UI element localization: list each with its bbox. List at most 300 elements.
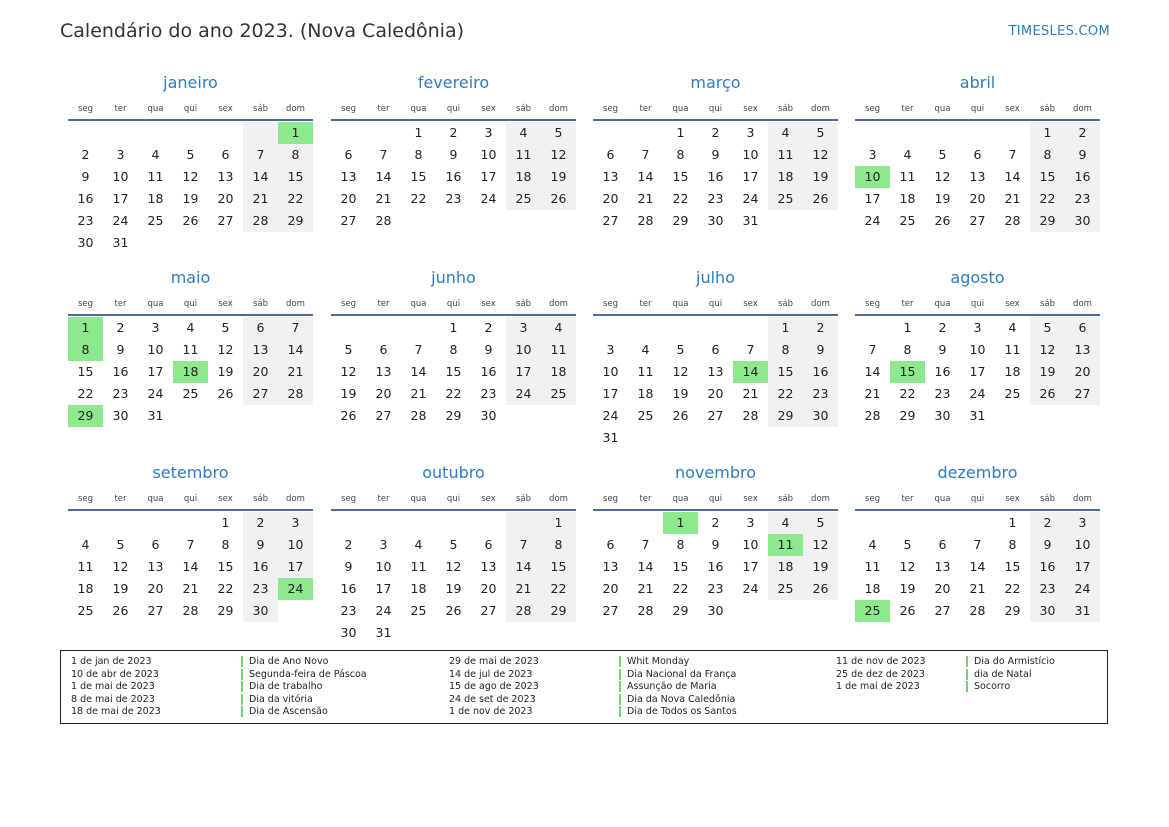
day-cell: 25: [768, 188, 803, 210]
day-cell: 19: [182, 191, 199, 206]
holiday-marker: [241, 669, 243, 680]
day-cell: 23: [934, 386, 951, 401]
day-cell: 12: [445, 559, 462, 574]
weekday-label: seg: [77, 299, 94, 309]
day-cell: 4: [151, 147, 160, 162]
holiday-name: Socorro: [974, 681, 1011, 692]
day-cell: 9: [449, 147, 458, 162]
day-cell: 11: [506, 144, 541, 166]
weekday-label: seg: [340, 494, 357, 504]
day-cell: 6: [973, 147, 982, 162]
weekday-label: sáb: [252, 494, 269, 504]
empty-cell: [925, 512, 960, 534]
empty-cell: [366, 317, 401, 339]
day-cell: 28: [637, 603, 654, 618]
month-dezembro: [855, 462, 1100, 622]
day-cell: 1: [768, 317, 803, 339]
weekday-label: qua: [410, 299, 427, 309]
day-cell: 17: [506, 361, 541, 383]
empty-cell: [401, 210, 436, 232]
empty-cell: [208, 122, 243, 144]
day-cell: 29: [278, 210, 313, 232]
day-cell: 15: [1030, 166, 1065, 188]
day-cell: 31: [1065, 600, 1100, 622]
day-cell: 9: [1030, 534, 1065, 556]
day-cell: 19: [934, 191, 951, 206]
weekday-header: [855, 102, 1100, 116]
brand-link[interactable]: TIMESLES.COM: [1008, 24, 1110, 39]
month-name: outubro: [422, 463, 485, 482]
month-divider: [593, 314, 838, 316]
day-cell: 17: [375, 581, 392, 596]
empty-cell: [733, 317, 768, 339]
day-cell: 26: [340, 408, 357, 423]
holiday-marker: [966, 656, 968, 667]
day-cell: 19: [672, 386, 689, 401]
day-cell: 31: [602, 430, 619, 445]
weekday-label: seg: [864, 494, 881, 504]
day-cell: 7: [868, 342, 877, 357]
holiday-marker: [619, 656, 621, 667]
day-cell: 12: [541, 144, 576, 166]
day-cell: 2: [938, 320, 947, 335]
day-cell: 20: [707, 386, 724, 401]
day-cell: 15: [1004, 559, 1021, 574]
holiday-name: Segunda-feira de Páscoa: [249, 668, 367, 680]
month-name: março: [690, 73, 741, 92]
weekday-label: sex: [743, 104, 758, 114]
day-cell: 23: [243, 578, 278, 600]
day-cell: 31: [742, 213, 759, 228]
day-cell: 20: [375, 386, 392, 401]
day-cell: 9: [116, 342, 125, 357]
weekday-label: qui: [183, 104, 198, 114]
empty-cell: [663, 427, 698, 449]
day-cell: 23: [1065, 188, 1100, 210]
month-divider: [855, 509, 1100, 511]
weekday-label: dom: [1073, 494, 1092, 504]
weekday-label: ter: [901, 104, 914, 114]
day-cell: 21: [506, 578, 541, 600]
month-janeiro: [68, 72, 313, 254]
day-cell: 28: [1004, 213, 1021, 228]
day-cell: 10: [147, 342, 164, 357]
empty-cell: [960, 122, 995, 144]
holiday-marker: [619, 706, 621, 717]
day-cell: 7: [973, 537, 982, 552]
day-cell: 9: [711, 537, 720, 552]
holiday-legend: [60, 650, 1108, 724]
weekday-label: qua: [672, 494, 689, 504]
month-fevereiro: [331, 72, 576, 232]
day-cell: 12: [1030, 339, 1065, 361]
weekday-label: qua: [147, 494, 164, 504]
weekday-label: sáb: [1039, 104, 1056, 114]
day-cell: 21: [243, 188, 278, 210]
day-cell: 28: [864, 408, 881, 423]
empty-cell: [173, 122, 208, 144]
day-cell: 15: [410, 169, 427, 184]
empty-cell: [278, 405, 313, 427]
empty-cell: [593, 317, 628, 339]
day-cell: 29: [672, 603, 689, 618]
day-cell: 13: [707, 364, 724, 379]
holiday-marker: [966, 681, 968, 692]
empty-cell: [138, 122, 173, 144]
holiday-marker: [966, 669, 968, 680]
holiday-name: Dia do Armistício: [974, 656, 1055, 667]
day-cell: 10: [969, 342, 986, 357]
day-cell: 20: [602, 191, 619, 206]
day-cell: 8: [414, 147, 423, 162]
day-cell: 29: [445, 408, 462, 423]
weekday-label: sáb: [1039, 494, 1056, 504]
day-cell: 3: [506, 317, 541, 339]
holiday-day: 25: [855, 600, 890, 622]
empty-cell: [541, 405, 576, 427]
day-cell: 22: [445, 386, 462, 401]
month-divider: [593, 119, 838, 121]
day-cell: 20: [969, 191, 986, 206]
weekday-label: sex: [743, 299, 758, 309]
weekday-label: qua: [410, 494, 427, 504]
day-cell: 5: [449, 537, 458, 552]
day-cell: 23: [340, 603, 357, 618]
weekday-label: qua: [934, 299, 951, 309]
empty-cell: [68, 122, 103, 144]
day-cell: 26: [803, 188, 838, 210]
day-cell: 1: [449, 320, 458, 335]
empty-cell: [506, 512, 541, 534]
weekday-label: qui: [708, 299, 723, 309]
weekday-label: sáb: [1039, 299, 1056, 309]
weekday-label: ter: [901, 494, 914, 504]
day-cell: 5: [803, 122, 838, 144]
holiday-day: 29: [68, 405, 103, 427]
day-cell: 21: [278, 361, 313, 383]
month-divider: [331, 509, 576, 511]
weekday-label: qua: [672, 104, 689, 114]
day-cell: 17: [742, 559, 759, 574]
day-cell: 11: [768, 144, 803, 166]
empty-cell: [401, 512, 436, 534]
empty-cell: [208, 232, 243, 254]
day-cell: 6: [938, 537, 947, 552]
day-cell: 11: [541, 339, 576, 361]
weekday-label: seg: [602, 299, 619, 309]
day-cell: 17: [969, 364, 986, 379]
month-divider: [855, 314, 1100, 316]
weekday-label: qua: [410, 104, 427, 114]
day-cell: 16: [934, 364, 951, 379]
day-cell: 27: [217, 213, 234, 228]
weekday-label: sex: [743, 494, 758, 504]
day-cell: 18: [77, 581, 94, 596]
day-cell: 26: [899, 603, 916, 618]
day-cell: 7: [1008, 147, 1017, 162]
weekday-header: [593, 297, 838, 311]
empty-cell: [593, 122, 628, 144]
weekday-label: sex: [218, 104, 233, 114]
weekday-label: sáb: [515, 299, 532, 309]
day-cell: 27: [243, 383, 278, 405]
day-cell: 16: [1030, 556, 1065, 578]
day-cell: 14: [506, 556, 541, 578]
weekday-label: seg: [864, 299, 881, 309]
weekday-label: qui: [708, 104, 723, 114]
day-cell: 17: [864, 191, 881, 206]
holiday-name: dia de Natal: [974, 668, 1032, 680]
day-cell: 29: [1030, 210, 1065, 232]
weekday-label: qua: [672, 299, 689, 309]
weekday-label: ter: [639, 104, 652, 114]
day-cell: 20: [602, 581, 619, 596]
empty-cell: [855, 122, 890, 144]
day-cell: 27: [1065, 383, 1100, 405]
day-grid: [68, 512, 313, 622]
day-cell: 7: [379, 147, 388, 162]
empty-cell: [733, 427, 768, 449]
day-cell: 7: [746, 342, 755, 357]
year-calendar: [68, 72, 1102, 640]
weekday-label: qua: [934, 494, 951, 504]
month-divider: [331, 119, 576, 121]
day-cell: 12: [340, 364, 357, 379]
day-cell: 28: [969, 603, 986, 618]
day-cell: 16: [707, 559, 724, 574]
holiday-date: 24 de set de 2023: [449, 693, 536, 705]
day-cell: 30: [340, 625, 357, 640]
empty-cell: [663, 317, 698, 339]
day-cell: 3: [278, 512, 313, 534]
day-cell: 24: [742, 581, 759, 596]
weekday-label: ter: [377, 104, 390, 114]
weekday-label: dom: [811, 494, 830, 504]
weekday-label: sex: [1005, 494, 1020, 504]
day-cell: 10: [375, 559, 392, 574]
day-cell: 24: [147, 386, 164, 401]
weekday-label: ter: [639, 494, 652, 504]
empty-cell: [138, 232, 173, 254]
empty-cell: [103, 122, 138, 144]
day-cell: 17: [480, 169, 497, 184]
day-cell: 31: [112, 235, 129, 250]
empty-cell: [366, 122, 401, 144]
holiday-name: Dia de Ascensão: [249, 706, 328, 717]
day-cell: 21: [1004, 191, 1021, 206]
day-cell: 4: [641, 342, 650, 357]
day-cell: 11: [1004, 342, 1021, 357]
day-cell: 5: [803, 512, 838, 534]
day-cell: 15: [541, 556, 576, 578]
day-cell: 28: [182, 603, 199, 618]
day-cell: 27: [340, 213, 357, 228]
day-cell: 8: [541, 534, 576, 556]
day-cell: 14: [375, 169, 392, 184]
holiday-date: 14 de jul de 2023: [449, 668, 533, 680]
day-cell: 3: [746, 515, 755, 530]
weekday-label: qui: [970, 104, 985, 114]
weekday-label: sáb: [252, 104, 269, 114]
weekday-label: qui: [970, 494, 985, 504]
day-cell: 2: [711, 125, 720, 140]
holiday-day: 15: [890, 361, 925, 383]
day-cell: 3: [606, 342, 615, 357]
month-divider: [68, 509, 313, 511]
day-cell: 14: [182, 559, 199, 574]
day-cell: 15: [278, 166, 313, 188]
day-cell: 15: [672, 169, 689, 184]
weekday-label: qua: [934, 104, 951, 114]
day-cell: 3: [116, 147, 125, 162]
day-cell: 15: [768, 361, 803, 383]
day-cell: 8: [903, 342, 912, 357]
month-agosto: [855, 267, 1100, 427]
day-cell: 19: [112, 581, 129, 596]
day-cell: 3: [1065, 512, 1100, 534]
day-cell: 1: [1030, 122, 1065, 144]
empty-cell: [173, 232, 208, 254]
day-cell: 15: [672, 559, 689, 574]
day-cell: 16: [707, 169, 724, 184]
day-cell: 13: [1065, 339, 1100, 361]
day-cell: 7: [243, 144, 278, 166]
weekday-label: qui: [708, 494, 723, 504]
empty-cell: [803, 600, 838, 622]
day-cell: 24: [602, 408, 619, 423]
day-cell: 28: [410, 408, 427, 423]
holiday-day: 11: [768, 534, 803, 556]
day-cell: 29: [1004, 603, 1021, 618]
day-cell: 22: [768, 383, 803, 405]
day-cell: 6: [484, 537, 493, 552]
day-cell: 22: [899, 386, 916, 401]
day-cell: 20: [1065, 361, 1100, 383]
empty-cell: [541, 210, 576, 232]
day-cell: 4: [1008, 320, 1017, 335]
day-cell: 5: [1030, 317, 1065, 339]
day-cell: 30: [934, 408, 951, 423]
day-cell: 10: [480, 147, 497, 162]
day-cell: 6: [151, 537, 160, 552]
day-cell: 2: [711, 515, 720, 530]
day-cell: 18: [768, 166, 803, 188]
weekday-label: sex: [481, 299, 496, 309]
day-cell: 23: [707, 581, 724, 596]
day-cell: 8: [449, 342, 458, 357]
day-cell: 28: [278, 383, 313, 405]
empty-cell: [1065, 405, 1100, 427]
weekday-label: qua: [147, 299, 164, 309]
empty-cell: [925, 122, 960, 144]
empty-cell: [331, 317, 366, 339]
day-cell: 9: [344, 559, 353, 574]
day-cell: 22: [1004, 581, 1021, 596]
day-cell: 27: [707, 408, 724, 423]
holiday-marker: [241, 656, 243, 667]
weekday-label: seg: [340, 299, 357, 309]
day-cell: 6: [221, 147, 230, 162]
day-cell: 17: [112, 191, 129, 206]
day-cell: 26: [445, 603, 462, 618]
weekday-header: [855, 297, 1100, 311]
month-divider: [593, 509, 838, 511]
day-cell: 26: [934, 213, 951, 228]
day-cell: 2: [803, 317, 838, 339]
month-name: novembro: [675, 463, 756, 482]
holiday-day: 1: [278, 122, 313, 144]
day-cell: 23: [803, 383, 838, 405]
day-cell: 29: [899, 408, 916, 423]
weekday-label: seg: [864, 104, 881, 114]
day-cell: 16: [1065, 166, 1100, 188]
holiday-marker: [241, 694, 243, 705]
empty-cell: [506, 210, 541, 232]
empty-cell: [331, 122, 366, 144]
day-cell: 17: [1065, 556, 1100, 578]
day-cell: 3: [151, 320, 160, 335]
empty-cell: [541, 622, 576, 644]
holiday-date: 1 de mai de 2023: [836, 681, 920, 692]
day-grid: [855, 317, 1100, 427]
day-cell: 21: [182, 581, 199, 596]
day-cell: 9: [243, 534, 278, 556]
day-cell: 12: [803, 534, 838, 556]
day-cell: 18: [1004, 364, 1021, 379]
day-cell: 14: [1004, 169, 1021, 184]
day-cell: 13: [243, 339, 278, 361]
weekday-label: ter: [114, 494, 127, 504]
day-cell: 25: [637, 408, 654, 423]
day-cell: 10: [506, 339, 541, 361]
day-cell: 16: [77, 191, 94, 206]
day-cell: 18: [147, 191, 164, 206]
day-cell: 11: [410, 559, 427, 574]
weekday-label: seg: [77, 104, 94, 114]
day-cell: 18: [410, 581, 427, 596]
day-cell: 23: [77, 213, 94, 228]
holiday-date: 10 de abr de 2023: [71, 668, 159, 680]
day-cell: 20: [217, 191, 234, 206]
weekday-label: dom: [549, 104, 568, 114]
empty-cell: [138, 512, 173, 534]
holiday-marker: [619, 681, 621, 692]
day-cell: 22: [672, 191, 689, 206]
day-cell: 31: [969, 408, 986, 423]
weekday-label: ter: [377, 299, 390, 309]
holiday-name: Assunção de Maria: [627, 681, 717, 692]
holiday-day: 1: [663, 512, 698, 534]
day-cell: 12: [182, 169, 199, 184]
weekday-header: [331, 492, 576, 506]
weekday-label: sáb: [252, 299, 269, 309]
day-cell: 14: [278, 339, 313, 361]
day-cell: 25: [768, 578, 803, 600]
day-cell: 28: [506, 600, 541, 622]
empty-cell: [173, 512, 208, 534]
day-cell: 19: [445, 581, 462, 596]
day-cell: 10: [1065, 534, 1100, 556]
day-cell: 27: [602, 603, 619, 618]
day-cell: 24: [375, 603, 392, 618]
weekday-label: sáb: [777, 494, 794, 504]
day-cell: 25: [899, 213, 916, 228]
day-cell: 2: [449, 125, 458, 140]
day-cell: 21: [637, 581, 654, 596]
weekday-header: [593, 102, 838, 116]
day-cell: 21: [375, 191, 392, 206]
day-cell: 5: [541, 122, 576, 144]
